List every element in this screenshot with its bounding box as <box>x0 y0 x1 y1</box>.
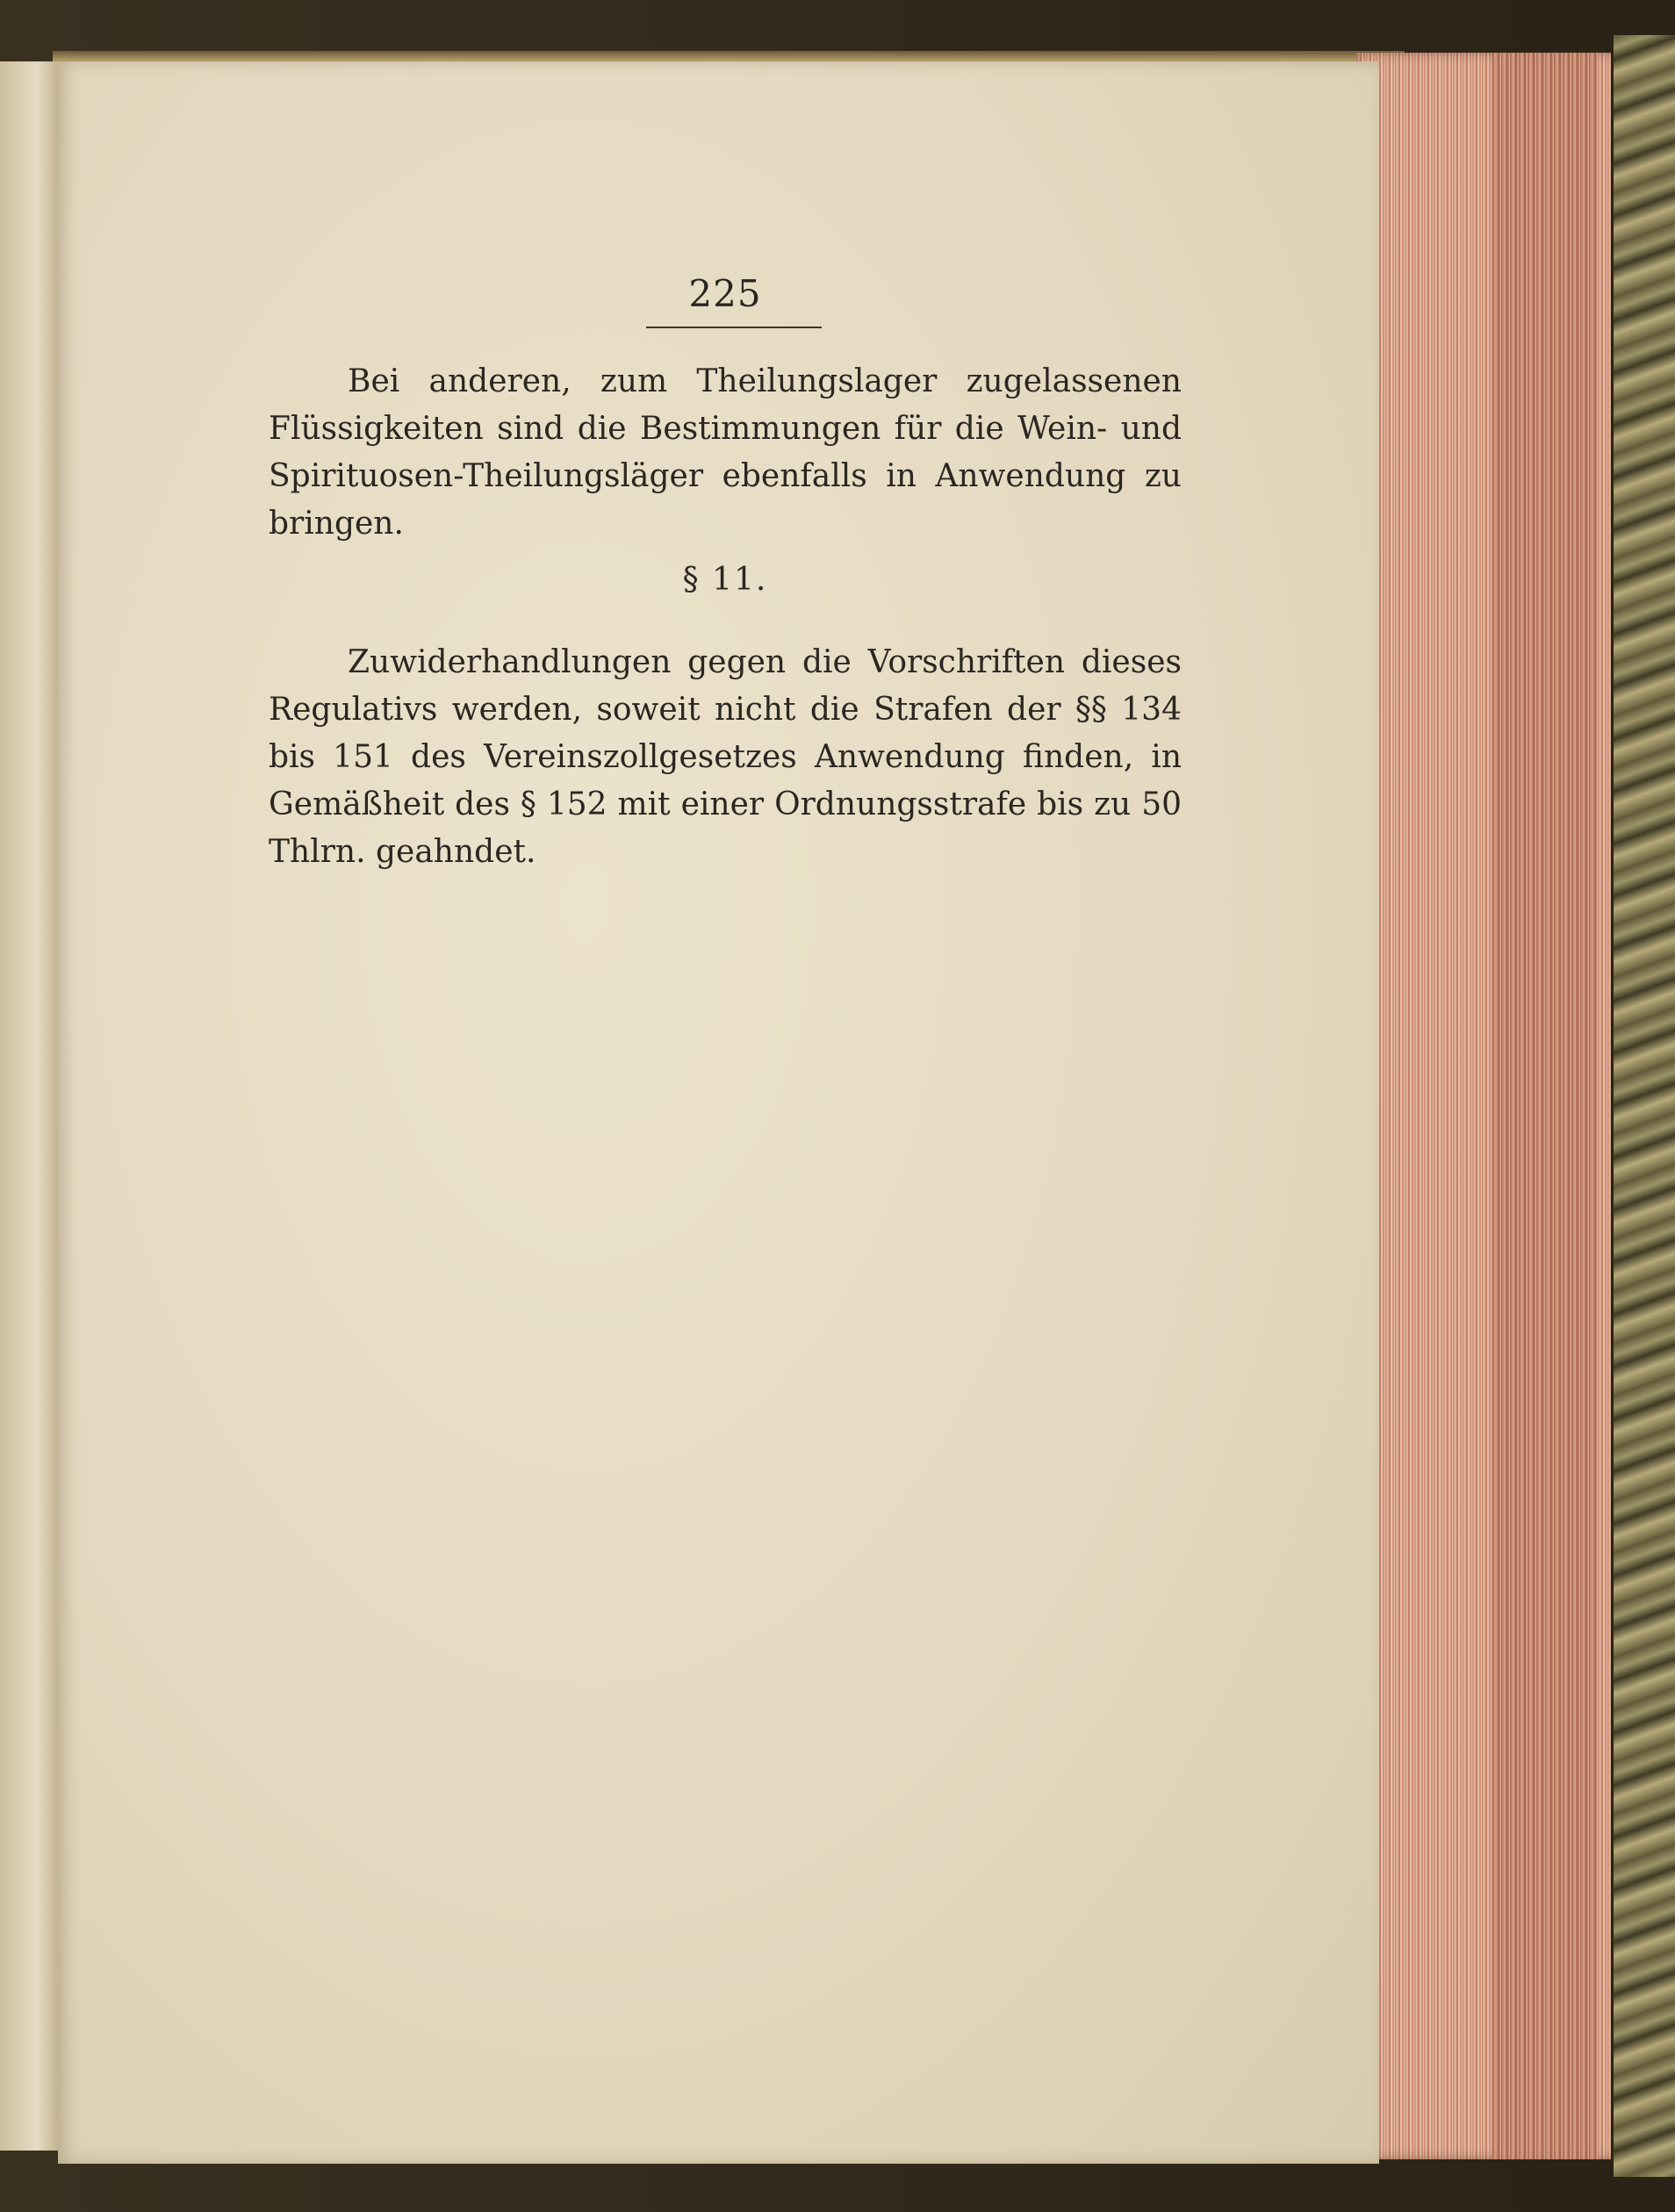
marbled-cover <box>1611 35 1675 2177</box>
page-edges-inner <box>1492 53 1598 2159</box>
paragraph-2 <box>269 639 1182 876</box>
header-rule <box>646 327 822 328</box>
section-heading: § 11. <box>682 562 768 598</box>
paragraph-1 <box>269 358 1182 548</box>
paragraph-2-text: Zuwiderhandlungen gegen die Vorschriften dieses Regulativs werden, soweit nicht die Strafen der §§ 134 bis 151 des Vereinszollgesetzes Anwendung finden, in Gemäßheit des § 152 mit einer Ordnungsstrafe bis zu 50 Thlrn. geahndet. <box>269 644 1182 870</box>
facing-page-edge <box>0 61 63 2151</box>
page-number: 225 <box>688 272 762 315</box>
paragraph-1-text: Bei anderen, zum Theilungslager zugelassenen Flüssigkeiten sind die Bestimmungen für die Wein- und Spirituosen-Theilungsläger ebenfalls in Anwendung zu bringen. <box>269 363 1182 542</box>
book-page <box>58 61 1379 2164</box>
